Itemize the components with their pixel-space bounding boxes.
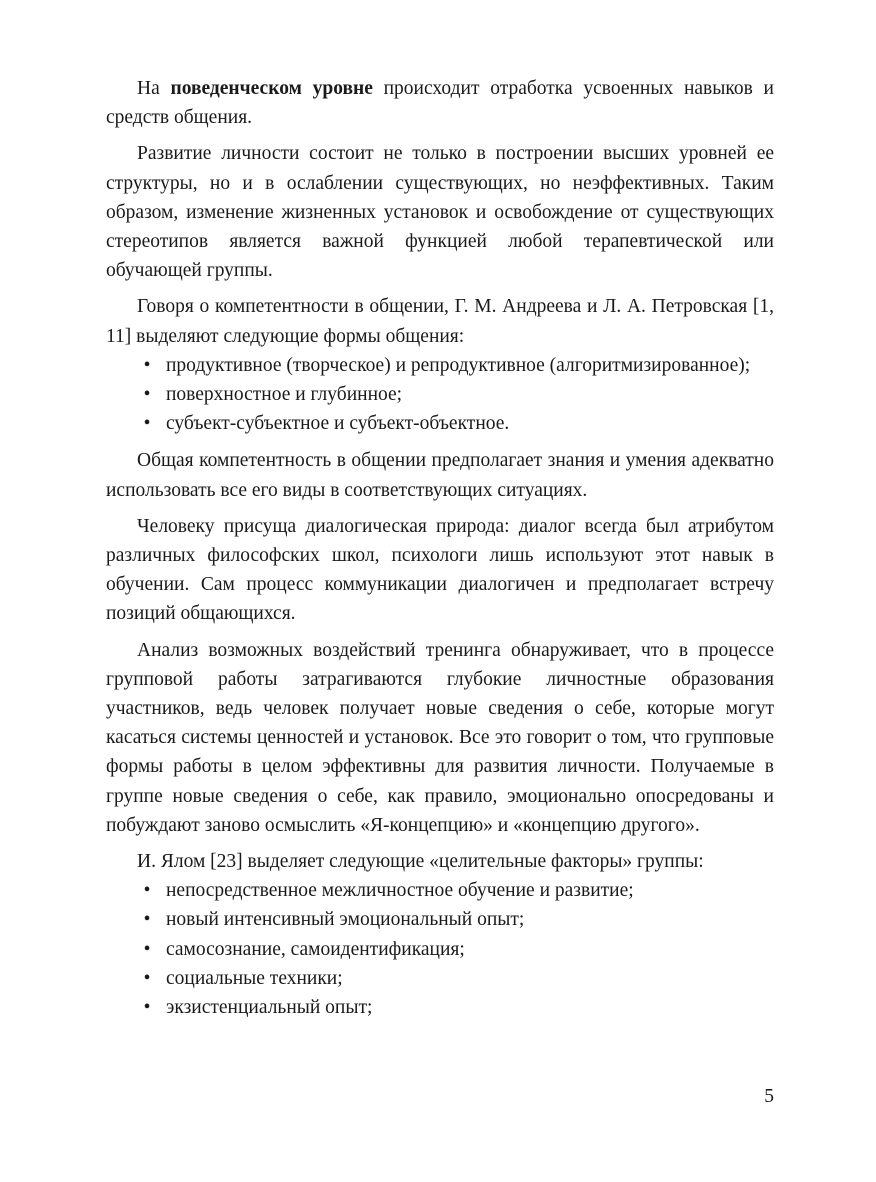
bullet-icon: • [143, 384, 151, 406]
list-item [106, 964, 774, 993]
list-item-text: социальные техники; [166, 967, 343, 989]
paragraph-dialogic-nature: Человеку присуща диалогическая природа: диалог всегда был атрибутом различных философских школ, психологи лишь используют этот навык в обучении. Сам процесс коммуникации диалогичен и предполагает встречу позиций общающихся. [106, 515, 774, 625]
list-item [106, 409, 774, 438]
paragraph-text: происходит отработка усвоенных навыков и средств общения. [106, 78, 774, 129]
paragraph-training-analysis: Анализ возможных воздействий тренинга обнаруживает, что в процессе групповой работы затрагиваются глубокие личностные образования участников, ведь человек получает новые сведения о себе, которые могут касаться системы ценностей и установок. Все это говорит о том, что групповые формы работы в целом эффективны для развития личности. Получаемые в группе новые сведения о себе, как правило, эмоционально опосредованы и побуждают заново осмыслить «Я-концепцию» и «концепцию другого». [106, 639, 774, 836]
list-item [106, 876, 774, 905]
list-item [106, 935, 774, 964]
bold-term: поведенческом уровне [170, 78, 373, 99]
list-item-text: новый интенсивный эмоциональный опыт; [166, 909, 525, 931]
list-item [106, 380, 774, 409]
list-item [106, 351, 774, 380]
paragraph-yalom-intro: И. Ялом [23] выделяет следующие «целительные факторы» группы: [137, 851, 704, 873]
bullet-icon: • [143, 354, 151, 376]
list-item-text: самосознание, самоидентификация; [166, 938, 465, 960]
paragraph-personality-development: Развитие личности состоит не только в построении высших уровней ее структуры, но и в ослаблении существующих, но неэффективных. Таким образом, изменение жизненных установок и освобождение от существующих стереотипов является важной функцией любой терапевтической или обучающей группы. [106, 143, 774, 282]
bullet-icon: • [143, 967, 151, 989]
list-item-text: субъект-субъектное и субъект-объектное. [166, 413, 510, 435]
paragraph-competence-intro: Говоря о компетентности в общении, Г. М. Андреева и Л. А. Петровская [1, 11] выделяют следующие формы общения: [106, 296, 774, 347]
list-item [106, 905, 774, 934]
bullet-icon: • [143, 938, 151, 960]
list-item-text: поверхностное и глубинное; [166, 384, 403, 406]
list-item-text: продуктивное (творческое) и репродуктивное (алгоритмизированное); [166, 354, 751, 376]
list-communication-forms [106, 351, 774, 439]
paragraph-general-competence: Общая компетентность в общении предполагает знания и умения адекватно использовать все его виды в соответствующих ситуациях. [106, 450, 774, 501]
bullet-icon: • [143, 909, 151, 931]
bullet-icon: • [143, 880, 151, 902]
list-item [106, 993, 774, 1022]
bullet-icon: • [143, 413, 151, 435]
list-item-text: экзистенциальный опыт; [166, 997, 373, 1019]
paragraph-behavioral-level [106, 74, 774, 132]
bullet-icon: • [143, 997, 151, 1019]
list-item-text: непосредственное межличностное обучение и развитие; [166, 880, 634, 902]
page-number: 5 [764, 1086, 774, 1107]
body-text [106, 74, 774, 1022]
paragraph-text: На [137, 78, 171, 99]
list-healing-factors [106, 876, 774, 1022]
